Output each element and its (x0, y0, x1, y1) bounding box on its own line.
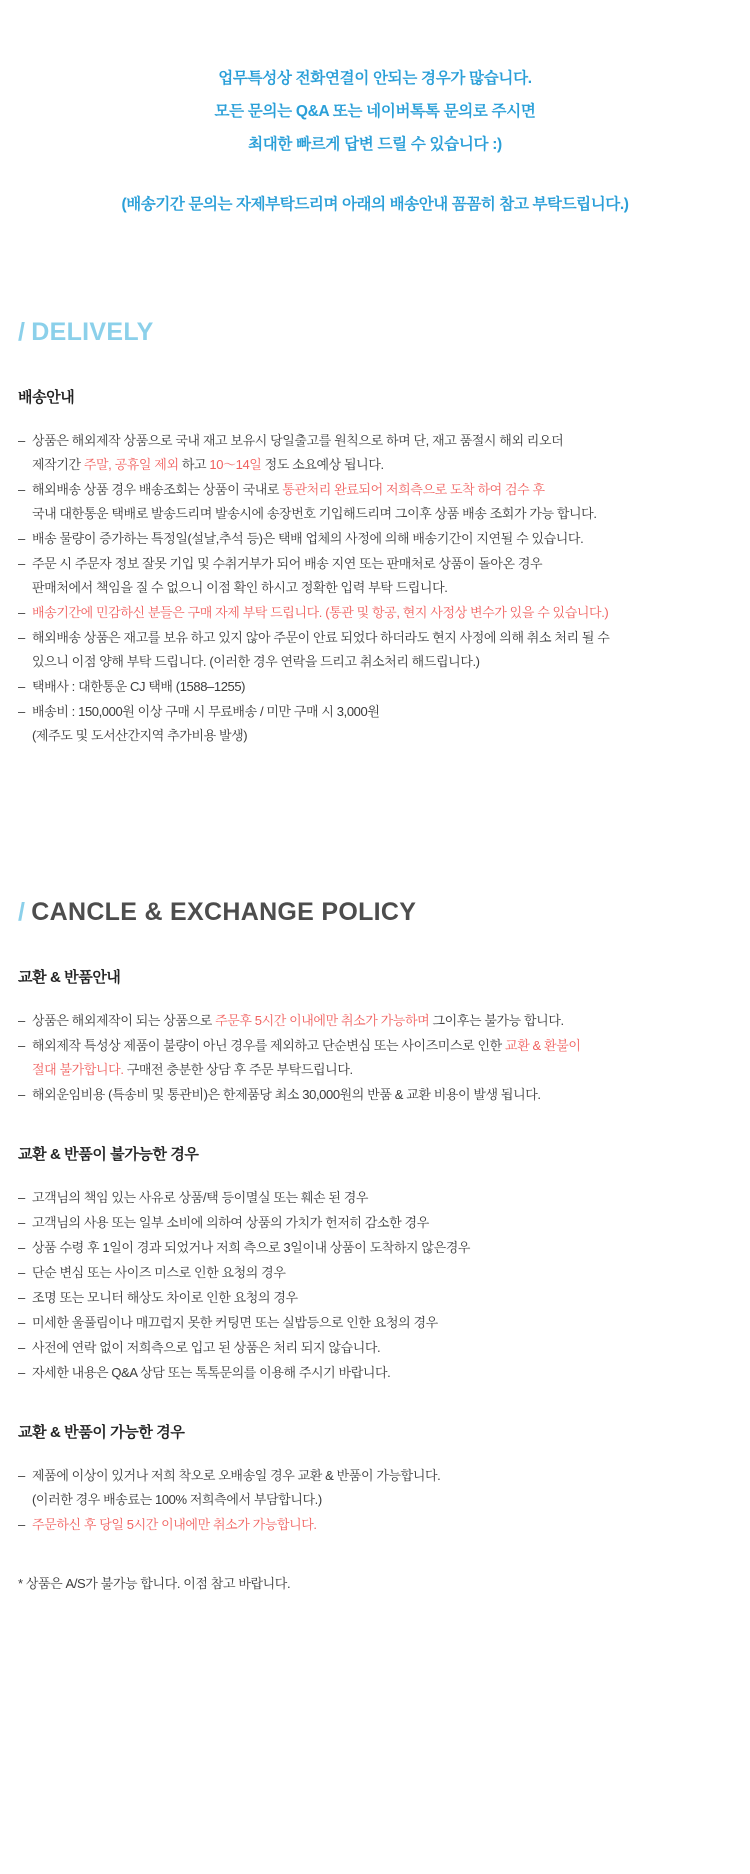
cancel-section (0, 898, 750, 1592)
notice-line-1: 업무특성상 전화연결이 안되는 경우가 많습니다. (218, 70, 532, 87)
notice-subline: (배송기간 문의는 자제부탁드리며 아래의 배송안내 꼼꼼히 참고 부탁드립니다.) (121, 196, 629, 213)
highlight-customs: 통관처리 완료되어 저희측으로 도착 하여 검수 후 (282, 482, 545, 497)
bottom-spacer (0, 1592, 750, 1712)
cancel-intro-2a: 해외제작 특성상 제품이 불량이 아닌 경우를 제외하고 단순변심 또는 사이즈미스로 인한 (32, 1038, 506, 1053)
possible-item-note: (이러한 경우 배송료는 100% 저희측에서 부담합니다.) (32, 1492, 322, 1507)
delivery-sub-title: 배송안내 (18, 389, 75, 406)
slash-mark-cancel: / (18, 898, 26, 926)
list-item (18, 478, 732, 526)
list-item (18, 1186, 732, 1210)
notice-line-3: 최대한 빠르게 답변 드릴 수 있습니다 :) (248, 136, 502, 153)
impossible-list (18, 1186, 732, 1385)
delivery-section-title (18, 318, 732, 347)
dash-marker: – (18, 704, 25, 719)
dash-marker: – (18, 1038, 25, 1053)
dash-marker: – (18, 1013, 25, 1028)
delivery-item-4-line2: 판매처에서 책임을 질 수 없으니 이점 확인 하시고 정확한 입력 부탁 드립니다. (32, 580, 448, 595)
impossible-item: 자세한 내용은 Q&A 상담 또는 톡톡문의를 이용해 주시기 바랍니다. (32, 1365, 391, 1380)
impossible-item: 상품 수령 후 1일이 경과 되었거나 저희 측으로 3일이내 상품이 도착하지 않은경우 (32, 1240, 471, 1255)
delivery-item-5-b: 구매 자제 부탁 드립니다. (187, 605, 322, 620)
highlight-5hours: 주문후 5시간 이내에만 취소가 가능하며 (215, 1013, 430, 1028)
delivery-list (18, 429, 732, 748)
delivery-fee-note: (제주도 및 도서산간지역 추가비용 발생) (32, 728, 248, 743)
dash-marker: – (18, 1290, 25, 1305)
dash-marker: – (18, 1240, 25, 1255)
list-item (18, 1083, 732, 1107)
highlight-weekend: 주말, 공휴일 제외 (83, 457, 179, 472)
list-item (18, 1361, 732, 1385)
list-item (18, 626, 732, 674)
list-item (18, 700, 732, 748)
dash-marker: – (18, 1190, 25, 1205)
cancel-intro-list (18, 1009, 732, 1107)
dash-marker: – (18, 531, 25, 546)
dash-marker: – (18, 679, 25, 694)
txt: 구매전 충분한 상담 후 주문 부탁드립니다. (123, 1062, 353, 1077)
cancel-sub-title: 교환 & 반품안내 (18, 969, 121, 986)
possible-item-highlight: 주문하신 후 당일 5시간 이내에만 취소가 가능합니다. (32, 1517, 317, 1532)
highlight-exchange-refund: 교환 & 환불이 (505, 1038, 581, 1053)
dash-marker: – (18, 1517, 25, 1532)
delivery-item-6-line1: 해외배송 상품은 재고를 보유 하고 있지 않아 주문이 안료 되었다 하더라도 현지 사정에 의해 취소 처리 될 수 (32, 630, 610, 645)
cancel-intro-1a: 상품은 해외제작이 되는 상품으로 (32, 1013, 216, 1028)
footnote: * 상품은 A/S가 불가능 합니다. 이점 참고 바랍니다. (18, 1576, 291, 1591)
impossible-item: 사전에 연락 없이 저희측으로 입고 된 상품은 처리 되지 않습니다. (32, 1340, 381, 1355)
dash-marker: – (18, 1365, 25, 1380)
delivery-item-1-line1: 상품은 해외제작 상품으로 국내 재고 보유시 당일출고를 원칙으로 하며 단, 재고 품절시 해외 리오더 (32, 433, 564, 448)
delivery-item-2-line1a: 해외배송 상품 경우 배송조회는 상품이 국내로 (32, 482, 283, 497)
txt: 정도 소요예상 됩니다. (261, 457, 384, 472)
impossible-item: 고객님의 사용 또는 일부 소비에 의하여 상품의 가치가 헌저히 감소한 경우 (32, 1215, 429, 1230)
dash-marker: – (18, 1340, 25, 1355)
list-item (18, 1009, 732, 1033)
list-item (18, 1513, 732, 1537)
delivery-item-6-line2: 있으니 이점 양해 부탁 드립니다. (이러한 경우 연락을 드리고 취소처리 해드립니다.) (32, 654, 480, 669)
slash-mark-delivery: / (18, 318, 26, 346)
list-item (18, 1464, 732, 1512)
delivery-item-3-line1: 배송 물량이 증가하는 특정일(설날,추석 등)은 택배 업체의 사정에 의해 배송기간이 지연될 수 있습니다. (32, 531, 584, 546)
cancel-intro-1c: 그이후는 불가능 합니다. (429, 1013, 564, 1028)
dash-marker: – (18, 1087, 25, 1102)
impossible-item: 단순 변심 또는 사이즈 미스로 인한 요청의 경우 (32, 1265, 286, 1280)
highlight-absolutely: 절대 불가합니다. (32, 1062, 124, 1077)
top-notice (0, 0, 750, 214)
delivery-item-5-a: 배송기간에 민감하신 분들은 (32, 605, 188, 620)
list-item (18, 1311, 732, 1335)
list-item (18, 1034, 732, 1082)
dash-marker: – (18, 630, 25, 645)
list-item (18, 527, 732, 551)
impossible-item: 고객님의 책임 있는 사유로 상품/택 등이멸실 또는 훼손 된 경우 (32, 1190, 369, 1205)
list-item (18, 552, 732, 600)
delivery-courier: 택배사 : 대한통운 CJ 택배 (1588–1255) (32, 679, 246, 694)
dash-marker: – (18, 605, 25, 620)
delivery-fee: 배송비 : 150,000원 이상 구매 시 무료배송 / 미만 구매 시 3,000원 (32, 704, 380, 719)
possible-item: 제품에 이상이 있거나 저희 착오로 오배송일 경우 교환 & 반품이 가능합니다. (32, 1468, 441, 1483)
delivery-item-2-line2: 국내 대한통운 택배로 발송드리며 발송시에 송장번호 기입해드리며 그이후 상품 배송 조회가 가능 합니다. (32, 506, 597, 521)
cancel-title-text: CANCLE & EXCHANGE POLICY (31, 898, 417, 926)
dash-marker: – (18, 556, 25, 571)
possible-list (18, 1464, 732, 1537)
dash-marker: – (18, 433, 25, 448)
list-item (18, 1261, 732, 1285)
dash-marker: – (18, 1468, 25, 1483)
delivery-section (0, 318, 750, 748)
list-item (18, 601, 732, 625)
list-item (18, 1336, 732, 1360)
delivery-item-4-line1: 주문 시 주문자 정보 잘못 기입 및 수취거부가 되어 배송 지연 또는 판매처로 상품이 돌아온 경우 (32, 556, 543, 571)
delivery-item-5-c: (통관 및 항공, 현지 사정상 변수가 있을 수 있습니다.) (321, 605, 609, 620)
dash-marker: – (18, 482, 25, 497)
delivery-item-1-line2 (18, 453, 732, 477)
list-item (18, 675, 732, 699)
cancel-intro-3: 해외운임비용 (특송비 및 통관비)은 한제품당 최소 30,000원의 반품 & 교환 비용이 발생 됩니다. (32, 1087, 541, 1102)
dash-marker: – (18, 1315, 25, 1330)
txt: 제작기간 (32, 457, 84, 472)
list-item (18, 1211, 732, 1235)
dash-marker: – (18, 1265, 25, 1280)
dash-marker: – (18, 1215, 25, 1230)
highlight-days: 10〜14일 (209, 457, 262, 472)
possible-title: 교환 & 반품이 가능한 경우 (18, 1424, 185, 1441)
list-item (18, 1236, 732, 1260)
list-item (18, 429, 732, 477)
txt: 하고 (178, 457, 210, 472)
list-item (18, 1286, 732, 1310)
impossible-item: 조명 또는 모니터 해상도 차이로 인한 요청의 경우 (32, 1290, 298, 1305)
impossible-item: 미세한 울풀림이나 매끄럽지 못한 커팅면 또는 실밥등으로 인한 요청의 경우 (32, 1315, 438, 1330)
delivery-title-text: DELIVELY (31, 318, 154, 346)
cancel-section-title (18, 898, 732, 927)
notice-line-2: 모든 문의는 Q&A 또는 네이버톡톡 문의로 주시면 (214, 103, 536, 120)
impossible-title: 교환 & 반품이 불가능한 경우 (18, 1146, 199, 1163)
cancel-intro-2-line2 (18, 1058, 732, 1082)
